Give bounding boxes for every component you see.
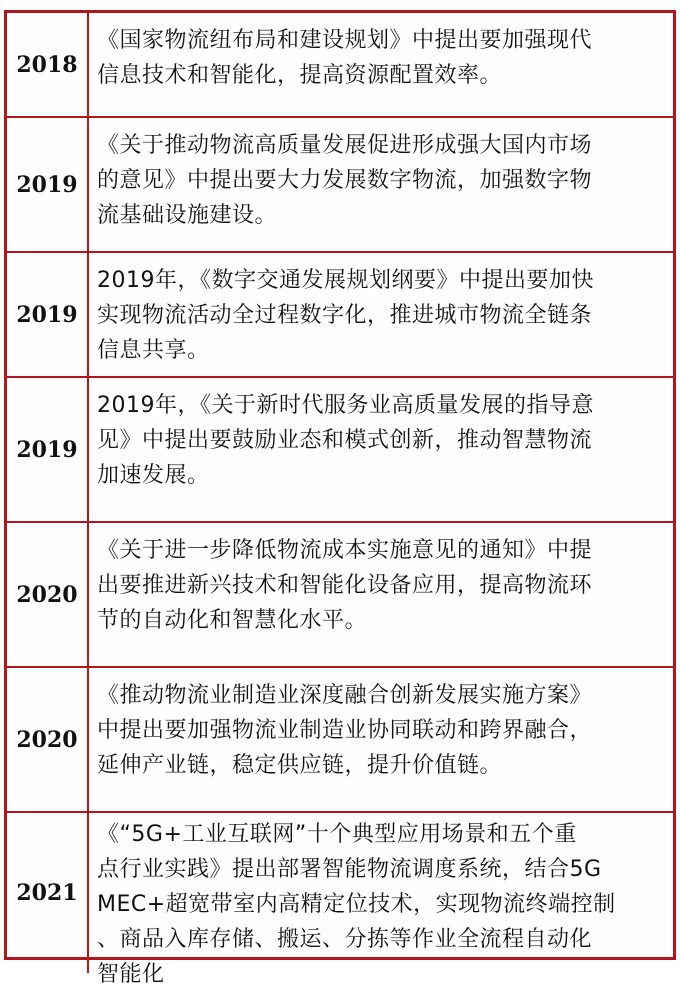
policy-text-cell	[89, 378, 594, 521]
text-line: 、商品入库存储、搬运、分拣等作业全流程自动化	[97, 927, 593, 952]
year-cell: 2020	[7, 523, 89, 666]
text-line: MEC+超宽带室内高精定位技术，实现物流终端控制	[97, 892, 616, 917]
text-line: 智能化	[97, 962, 165, 987]
text-line: 流基础设施建设。	[97, 203, 278, 228]
table-row	[7, 253, 673, 378]
text-line: 《关于进一步降低物流成本实施意见的通知》中提	[97, 538, 593, 563]
policy-text-cell	[89, 13, 592, 116]
table-row	[7, 118, 673, 253]
table-row	[7, 813, 673, 987]
text-line: 节的自动化和智慧化水平。	[97, 608, 368, 633]
table-row	[7, 13, 673, 118]
text-line: 见》中提出要鼓励业态和模式创新，推动智慧物流	[97, 428, 593, 453]
table-row	[7, 378, 673, 523]
text-line: 加速发展。	[97, 463, 210, 488]
text-line: 实现物流活动全过程数字化，推进城市物流全链条	[97, 303, 593, 328]
text-line: 信息技术和智能化，提高资源配置效率。	[97, 63, 503, 88]
year-cell: 2021	[7, 813, 89, 973]
text-line: 《国家物流纽布局和建设规划》中提出要加强现代	[97, 28, 593, 53]
text-line: 信息共享。	[97, 338, 210, 363]
text-line: 《推动物流业制造业深度融合创新发展实施方案》	[97, 683, 593, 708]
text-line: 的意见》中提出要大力发展数字物流，加强数字物	[97, 168, 593, 193]
year-cell: 2019	[7, 118, 89, 251]
text-line: 出要推进新兴技术和智能化设备应用，提高物流环	[97, 573, 593, 598]
policy-text-cell	[89, 118, 592, 251]
policy-text-cell	[89, 523, 592, 666]
year-cell: 2019	[7, 253, 89, 376]
table-row	[7, 668, 673, 813]
policy-text-cell	[89, 813, 616, 987]
policy-text-cell	[89, 668, 592, 811]
policy-text-cell	[89, 253, 594, 376]
year-cell: 2020	[7, 668, 89, 811]
text-line: 2019年，《关于新时代服务业高质量发展的指导意	[97, 393, 594, 418]
text-line: 点行业实践》提出部署智能物流调度系统，结合5G	[97, 857, 602, 882]
text-line: 中提出要加强物流业制造业协同联动和跨界融合，	[97, 718, 593, 743]
text-line: 《“5G+工业互联网”十个典型应用场景和五个重	[97, 822, 577, 847]
text-line: 2019年，《数字交通发展规划纲要》中提出要加快	[97, 268, 594, 293]
policy-table	[4, 10, 676, 987]
year-cell: 2019	[7, 378, 89, 521]
table-row	[7, 523, 673, 668]
text-line: 《关于推动物流高质量发展促进形成强大国内市场	[97, 133, 593, 158]
text-line: 延伸产业链，稳定供应链，提升价值链。	[97, 753, 503, 778]
year-cell: 2018	[7, 13, 89, 116]
